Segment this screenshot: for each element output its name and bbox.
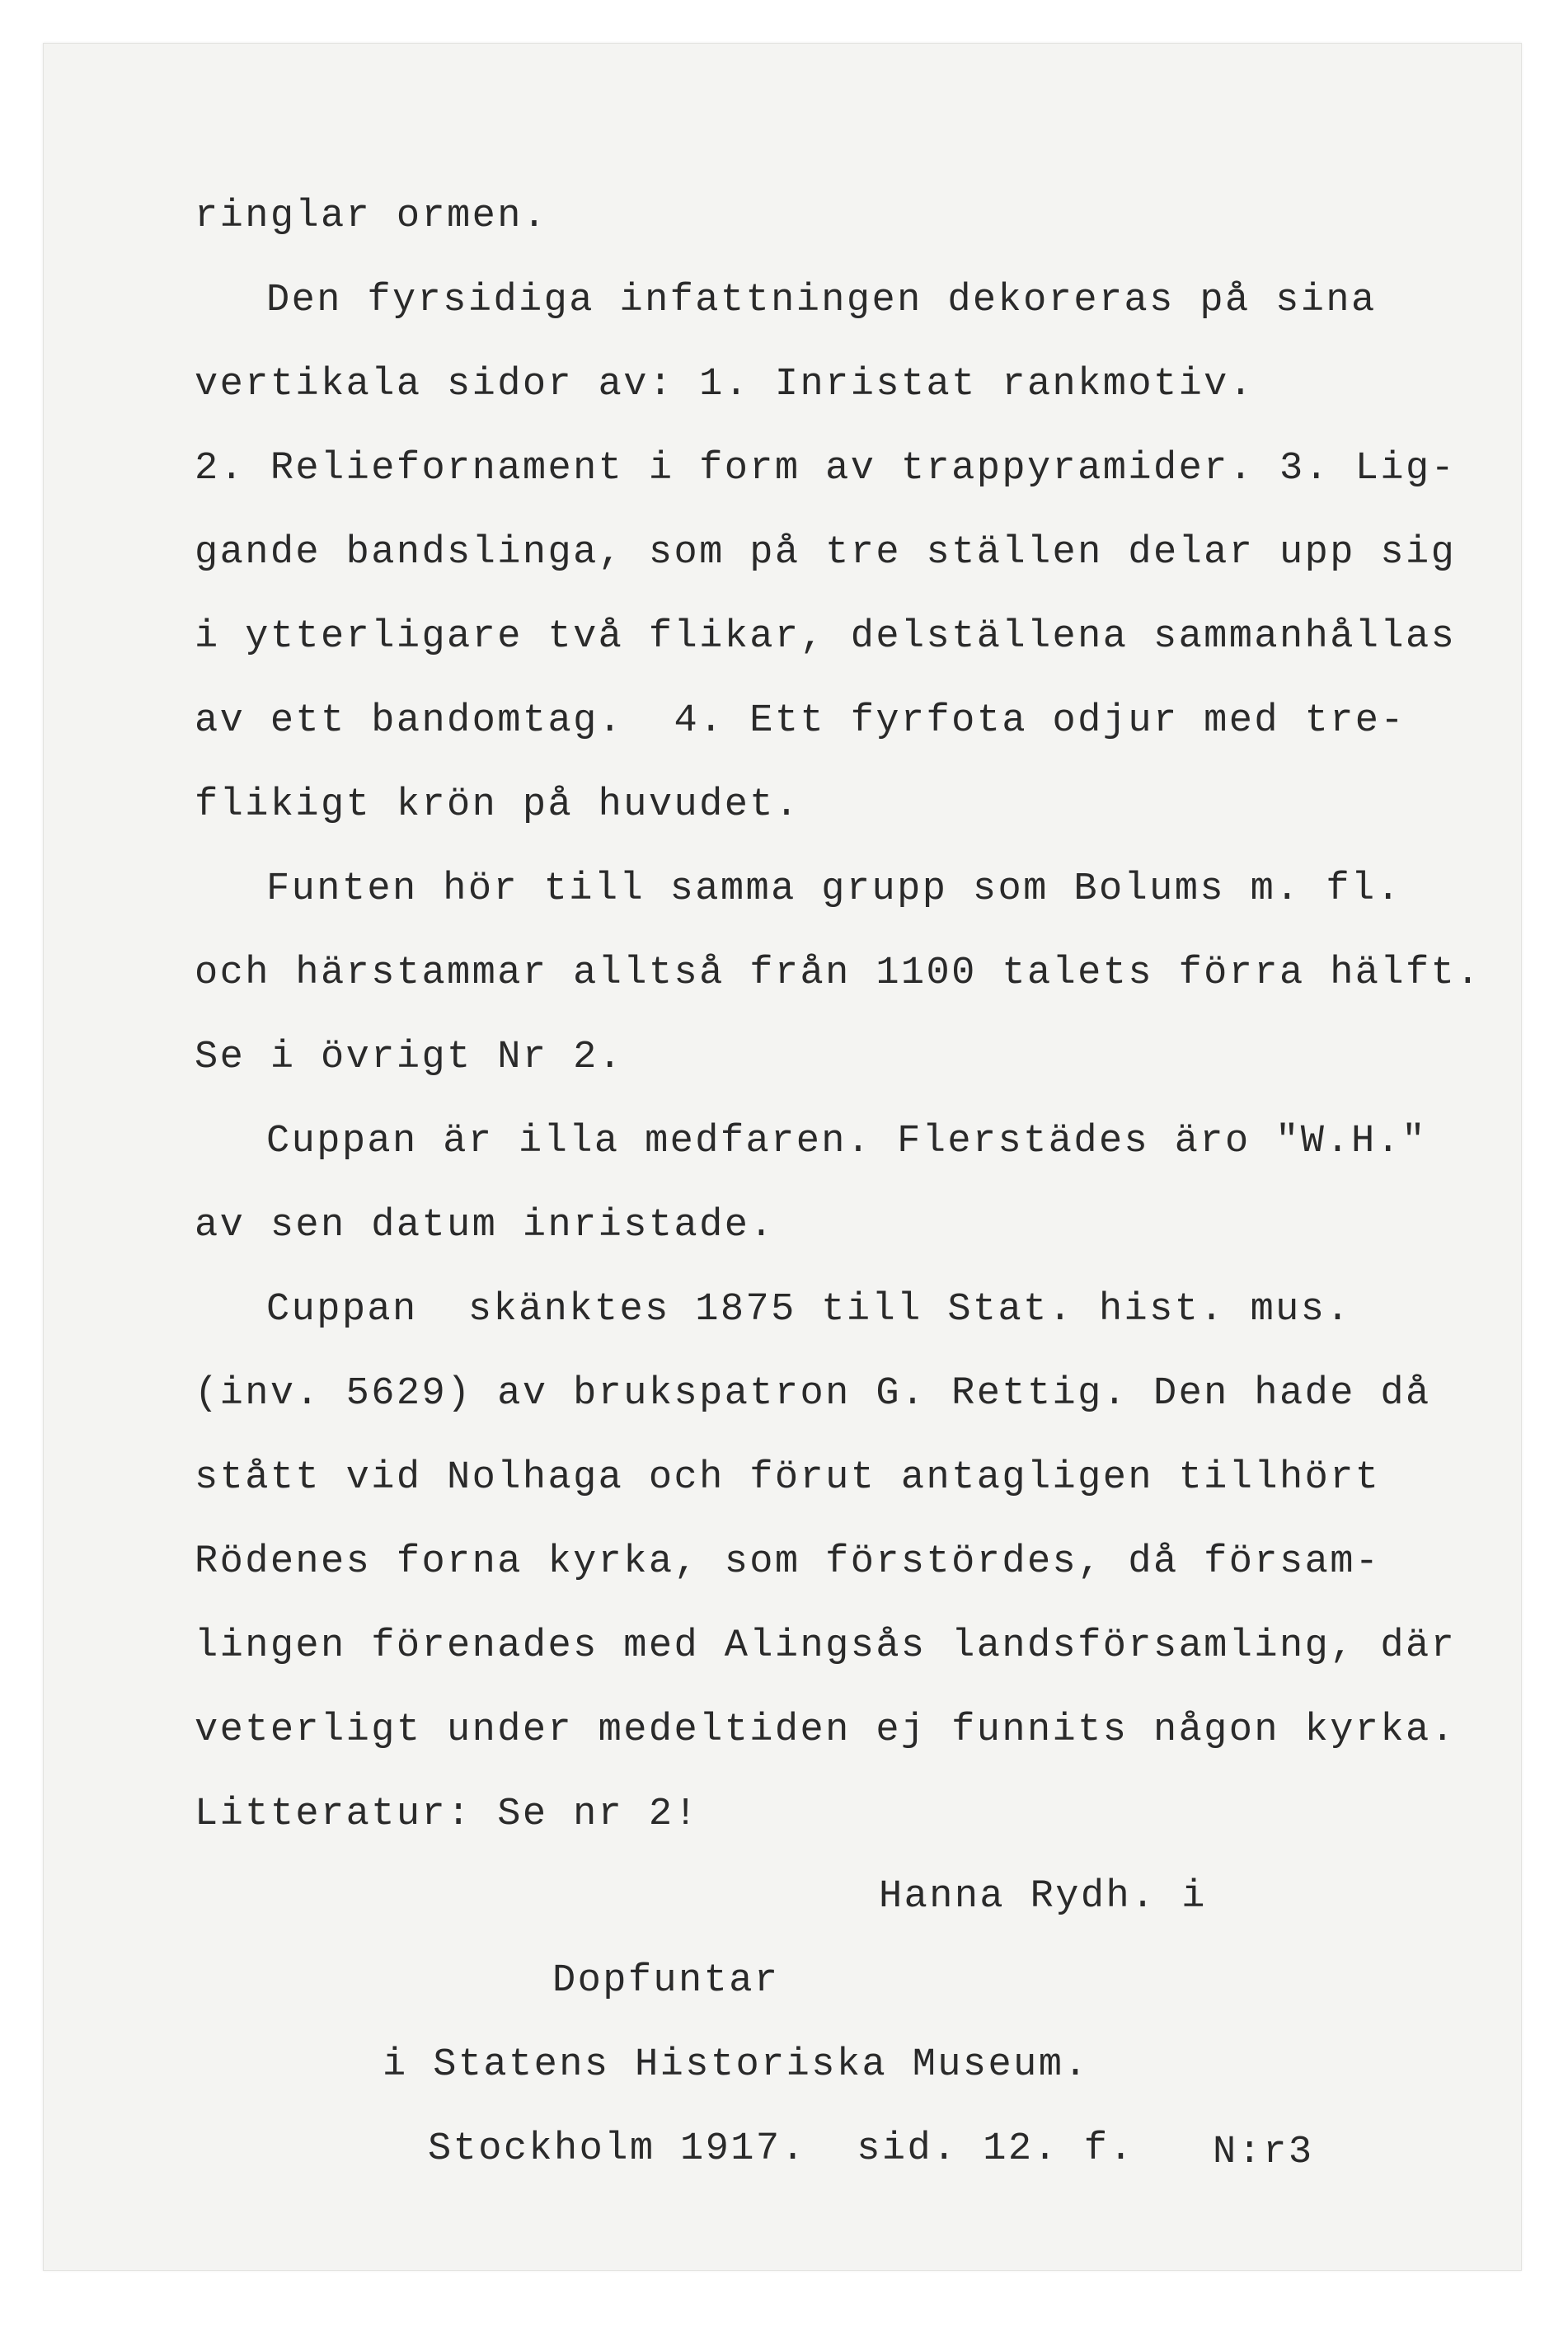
card-number: N:r3 <box>1213 2131 1314 2174</box>
text-line-3: vertikala sidor av: 1. Inristat rankmotiv. <box>195 363 1255 407</box>
text-line-11: Se i övrigt Nr 2. <box>195 1036 624 1079</box>
text-line-20: Litteratur: Se nr 2! <box>195 1793 700 1836</box>
signature: Hanna Rydh. i <box>879 1875 1207 1919</box>
reference-place-page: Stockholm 1917. sid. 12. f. <box>428 2127 1134 2171</box>
text-line-19: veterligt under medeltiden ej funnits någon kyrka. <box>195 1708 1457 1752</box>
text-line-9: Funten hör till samma grupp som Bolums m. fl. <box>266 867 1402 911</box>
text-line-2: Den fyrsidiga infattningen dekoreras på sina <box>266 279 1377 322</box>
text-line-7: av ett bandomtag. 4. Ett fyrfota odjur med tre- <box>195 699 1406 743</box>
text-line-4: 2. Reliefornament i form av trappyramider. 3. Lig- <box>195 447 1457 491</box>
text-line-12: Cuppan är illa medfaren. Flerstädes äro "W.H." <box>266 1120 1427 1163</box>
text-line-17: Rödenes forna kyrka, som förstördes, då försam- <box>195 1540 1381 1584</box>
document-card <box>43 43 1522 2271</box>
text-line-8: flikigt krön på huvudet. <box>195 783 800 827</box>
text-line-16: stått vid Nolhaga och förut antagligen tillhört <box>195 1456 1381 1500</box>
text-line-13: av sen datum inristade. <box>195 1204 775 1248</box>
text-line-14: Cuppan skänktes 1875 till Stat. hist. mus. <box>266 1288 1351 1332</box>
reference-title: Dopfuntar <box>552 1959 780 2003</box>
text-line-5: gande bandslinga, som på tre ställen delar upp sig <box>195 531 1457 575</box>
text-line-18: lingen förenades med Alingsås landsförsamling, där <box>195 1624 1457 1668</box>
text-line-15: (inv. 5629) av brukspatron G. Rettig. Den hade då <box>195 1372 1431 1416</box>
text-line-10: och härstammar alltså från 1100 talets förra hälft. <box>195 952 1481 995</box>
reference-museum: i Statens Historiska Museum. <box>383 2043 1089 2087</box>
text-line-6: i ytterligare två flikar, delställena sammanhållas <box>195 615 1457 659</box>
text-line-1: ringlar ormen. <box>195 195 548 238</box>
